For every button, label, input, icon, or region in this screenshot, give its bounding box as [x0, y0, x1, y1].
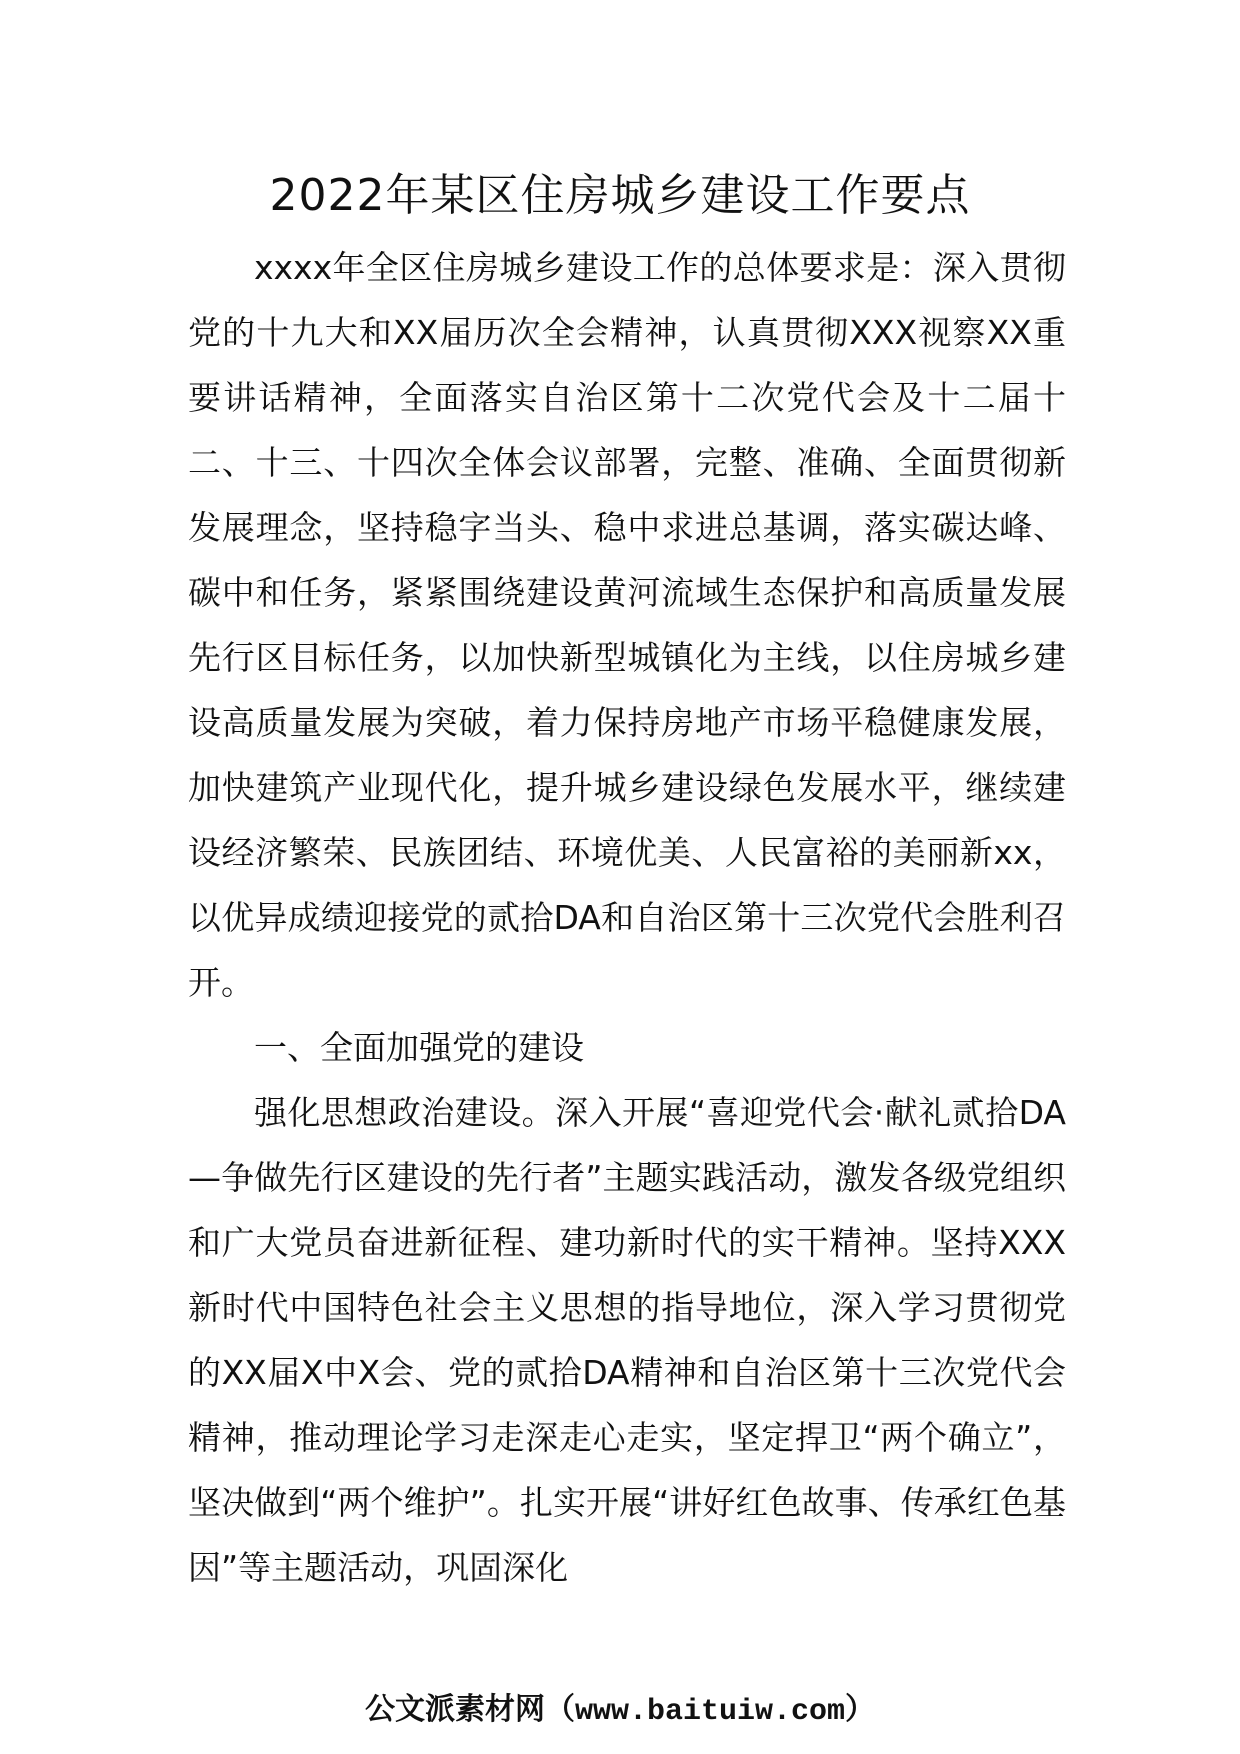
section-paragraph: 强化思想政治建设。深入开展“喜迎党代会·献礼贰拾DA—争做先行区建设的先行者”主题实践活动，激发各级党组织和广大党员奋进新征程、建功新时代的实干精神。坚持XXX新时代中国特色社会主义思想的指导地位，深入学习贯彻党的XX届X中X会、党的贰拾DA精神和自治区第十三次党代会精神，推动理论学习走深走心走实，坚定捍卫“两个确立”，坚决做到“两个维护”。扎实开展“讲好红色故事、传承红色基因”等主题活动，巩固深化 — [188, 1093, 1066, 1587]
intro-paragraph: xxxx年全区住房城乡建设工作的总体要求是：深入贯彻党的十九大和XX届历次全会精神，认真贯彻XXX视察XX重要讲话精神，全面落实自治区第十二次党代会及十二届十二、十三、十四次全体会议部署，完整、准确、全面贯彻新发展理念，坚持稳字当头、稳中求进总基调，落实碳达峰、碳中和任务，紧紧围绕建设黄河流域生态保护和高质量发展先行区目标任务，以加快新型城镇化为主线，以住房城乡建设高质量发展为突破，着力保持房地产市场平稳健康发展，加快建筑产业现代化，提升城乡建设绿色发展水平，继续建设经济繁荣、民族团结、环境优美、人民富裕的美丽新xx，以优异成绩迎接党的贰拾DA和自治区第十三次党代会胜利召开。 — [188, 248, 1066, 1002]
footer-watermark — [150, 1690, 1090, 1732]
section-heading: 一、全面加强党的建设 — [254, 1028, 584, 1067]
document-body — [188, 235, 1066, 1600]
footer-site-url[interactable]: （www.baituiw.com） — [544, 1695, 876, 1729]
footer-site-name: 公文派素材网 — [364, 1692, 545, 1727]
document-title: 2022年某区住房城乡建设工作要点 — [269, 170, 971, 221]
